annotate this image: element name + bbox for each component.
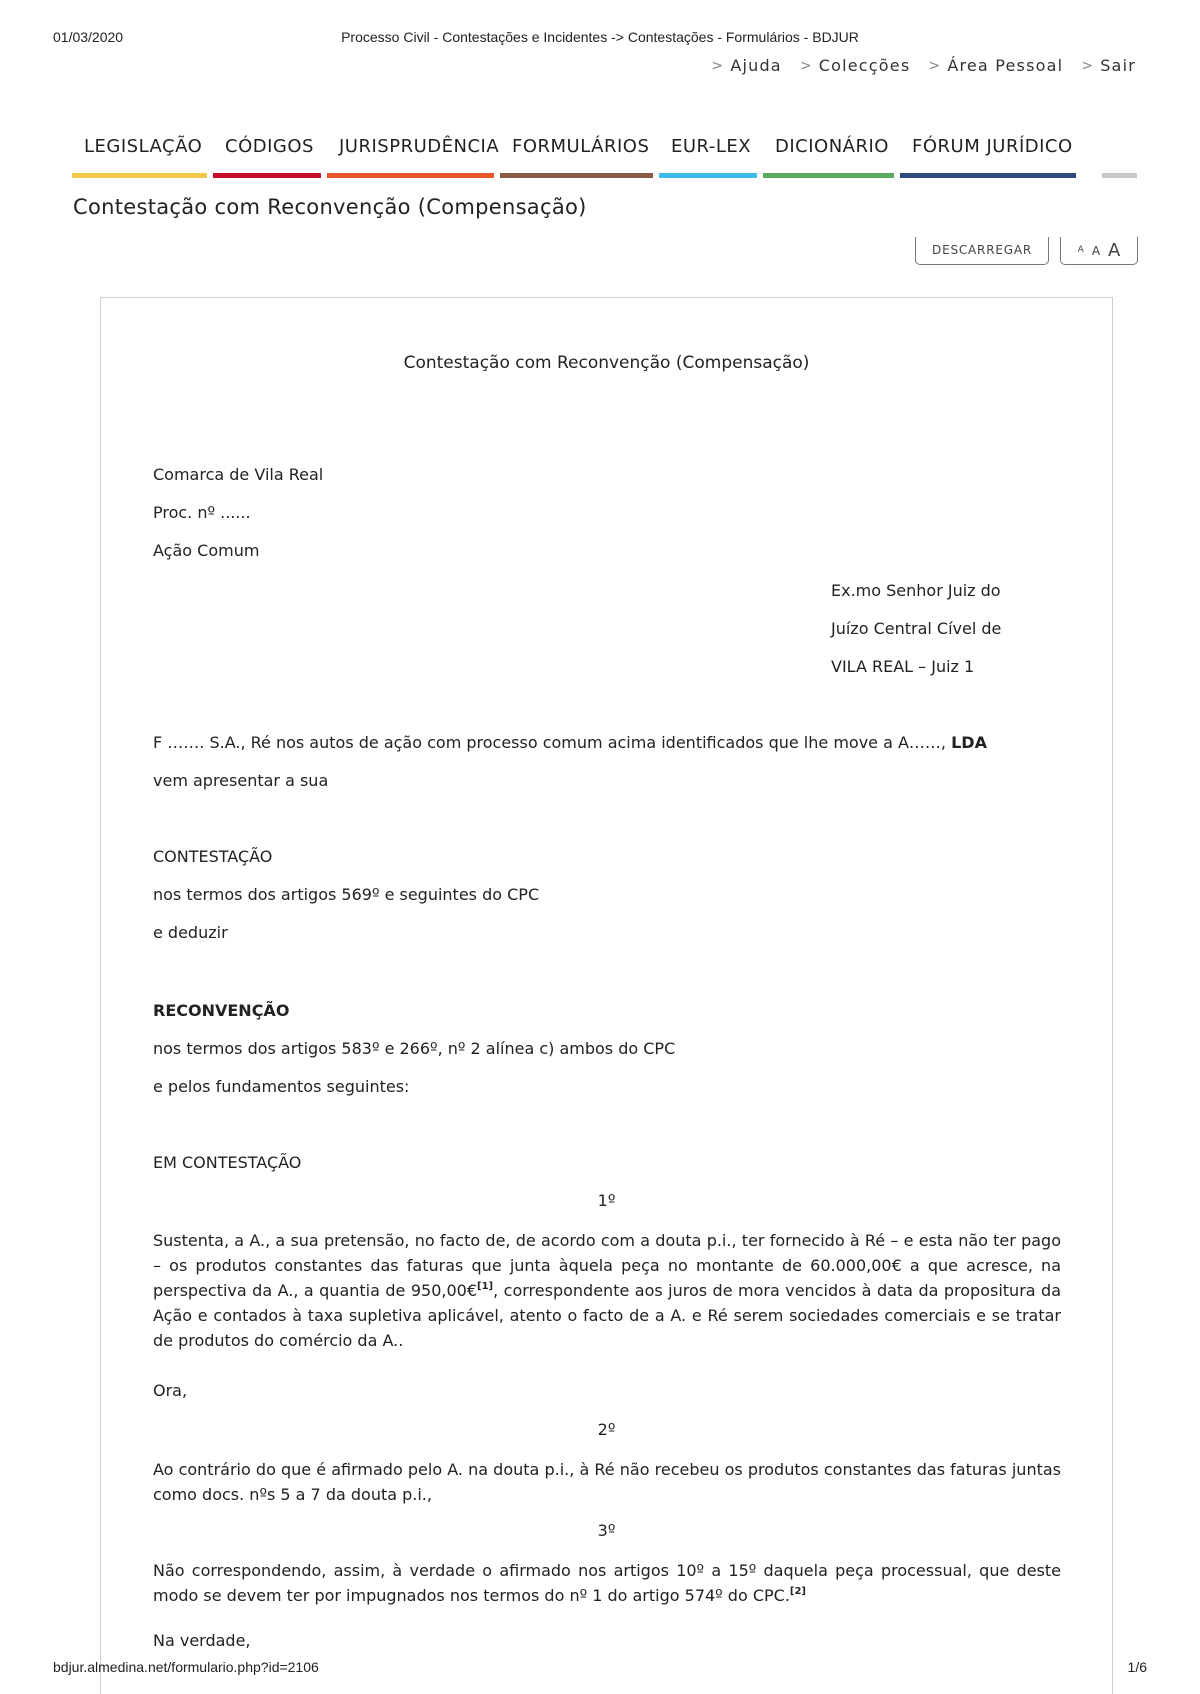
nav-underline — [500, 173, 653, 178]
chevron-right-icon: > — [1081, 57, 1095, 74]
intro-line: vem apresentar a sua — [153, 771, 329, 790]
nav-dicionario[interactable]: DICIONÁRIO — [763, 136, 894, 178]
document-title: Contestação com Reconvenção (Compensação) — [403, 353, 810, 373]
chevron-right-icon: > — [711, 57, 725, 74]
main-nav — [72, 136, 1137, 178]
article-text: Sustenta, a A., a sua pretensão, no facto de, de acordo com a douta p.i., ter fornecido à Ré – e esta não ter pago – os produtos constantes das faturas que junta àquela peça no montante de 60.000,00€ a que acresce, na perspectiva da A., a quantia de 950,00€[1], correspondente aos juros de mora vencidos à data da propositura da Ação e contados à taxa supletiva aplicável, atento o facto de a A. e Ré serem sociedades comerciais e se tratar de produtos do comércio da A.. — [153, 1231, 1061, 1350]
chevron-right-icon: > — [799, 57, 813, 74]
addressee-line: VILA REAL – Juiz 1 — [831, 657, 975, 676]
paragraph-line: nos termos dos artigos 569º e seguintes do CPC — [153, 885, 540, 904]
font-size-controls — [1060, 237, 1138, 265]
font-small-button[interactable]: A — [1077, 245, 1084, 255]
nav-jurisprudencia[interactable]: JURISPRUDÊNCIA — [327, 136, 494, 178]
print-url: bdjur.almedina.net/formulario.php?id=2106 — [53, 1659, 319, 1675]
print-date: 01/03/2020 — [53, 29, 124, 45]
top-links — [711, 56, 1136, 75]
article-number: 3º — [597, 1521, 616, 1540]
addressee-line: Ex.mo Senhor Juiz do — [831, 581, 1001, 600]
nav-forum-juridico[interactable]: FÓRUM JURÍDICO — [900, 136, 1076, 178]
nav-legislacao[interactable]: LEGISLAÇÃO — [72, 136, 207, 178]
footnote-link[interactable]: [2] — [789, 1586, 807, 1597]
section-heading: EM CONTESTAÇÃO — [153, 1153, 302, 1172]
article-text: Ao contrário do que é afirmado pelo A. na douta p.i., à Ré não recebeu os produtos constantes das faturas juntas como docs. nºs 5 a 7 da douta p.i., — [153, 1460, 1061, 1504]
font-medium-button[interactable]: A — [1091, 243, 1101, 258]
nav-underline — [213, 173, 321, 178]
top-link-area-pessoal[interactable]: > Área Pessoal — [928, 56, 1064, 75]
nav-underline — [763, 173, 894, 178]
paragraph-line: Na verdade, — [153, 1631, 251, 1650]
addressee-line: Juízo Central Cível de — [831, 619, 1002, 638]
action-type: Ação Comum — [153, 541, 260, 560]
nav-more[interactable] — [1102, 136, 1137, 178]
page-title: Contestação com Reconvenção (Compensação) — [73, 195, 587, 219]
paragraph-line: Ora, — [153, 1381, 188, 1400]
font-large-button[interactable]: A — [1108, 239, 1121, 261]
nav-underline — [659, 173, 757, 178]
nav-codigos[interactable]: CÓDIGOS — [213, 136, 321, 178]
nav-eur-lex[interactable]: EUR-LEX — [659, 136, 757, 178]
paragraph-line: nos termos dos artigos 583º e 266º, nº 2 alínea c) ambos do CPC — [153, 1039, 676, 1058]
section-heading: RECONVENÇÃO — [153, 1001, 290, 1020]
print-title: Processo Civil - Contestações e Incidentes -> Contestações - Formulários - BDJUR — [341, 29, 859, 45]
intro-line: F ……. S.A., Ré nos autos de ação com processo comum acima identificados que lhe move a A……, LDA — [153, 733, 987, 752]
nav-underline — [72, 173, 207, 178]
paragraph-line: e pelos fundamentos seguintes: — [153, 1077, 410, 1096]
article-text: Não correspondendo, assim, à verdade o afirmado nos artigos 10º a 15º daquela peça processual, que deste modo se devem ter por impugnados nos termos do nº 1 do artigo 574º do CPC.[2] — [153, 1561, 1061, 1605]
nav-underline — [1102, 173, 1137, 178]
nav-underline — [327, 173, 494, 178]
nav-formularios[interactable]: FORMULÁRIOS — [500, 136, 653, 178]
document-panel — [100, 297, 1113, 1694]
article-number: 1º — [597, 1191, 616, 1210]
footnote-link[interactable]: [1] — [477, 1281, 494, 1292]
court-line: Comarca de Vila Real — [153, 465, 324, 484]
section-heading: CONTESTAÇÃO — [153, 847, 273, 866]
top-link-ajuda[interactable]: > Ajuda — [711, 56, 782, 75]
download-button[interactable]: DESCARREGAR — [915, 237, 1049, 265]
process-number: Proc. nº ...... — [153, 503, 251, 522]
top-link-coleccoes[interactable]: > Colecções — [799, 56, 911, 75]
top-link-sair[interactable]: > Sair — [1081, 56, 1136, 75]
nav-underline — [900, 173, 1076, 178]
chevron-right-icon: > — [928, 57, 942, 74]
article-number: 2º — [597, 1420, 616, 1439]
paragraph-line: e deduzir — [153, 923, 228, 942]
print-page-number: 1/6 — [1127, 1659, 1147, 1675]
